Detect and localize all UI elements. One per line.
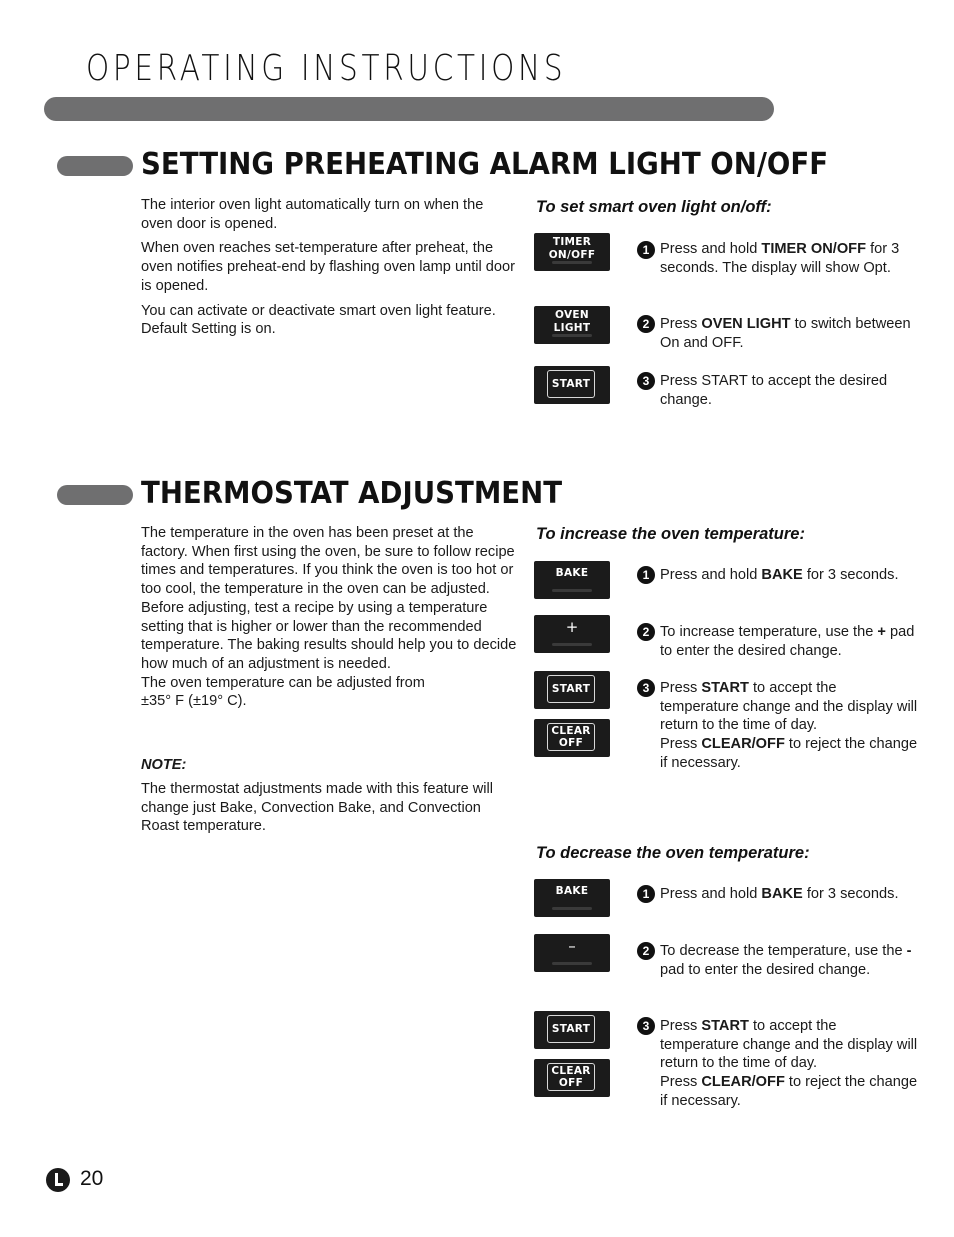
paragraph: You can activate or deactivate smart oven light feature. Default Setting is on. xyxy=(141,302,496,338)
minus-key xyxy=(534,934,610,972)
key-label: START xyxy=(547,1015,595,1043)
step-text: Press and hold BAKE for 3 seconds. xyxy=(660,567,899,583)
range-line: The oven temperature can be adjusted from xyxy=(141,674,425,691)
key-label: BAKE xyxy=(555,567,589,579)
header-bar xyxy=(44,97,774,121)
range-line: ±35° F (±19° C). xyxy=(141,693,247,710)
key-label: BAKE xyxy=(555,885,589,897)
key-label xyxy=(534,306,610,335)
step-text: To increase temperature, use the + pad to enter the desired change. xyxy=(660,624,915,659)
step-text: Press START to accept the temperature change and the display will return to the time of day. Press CLEAR/OFF to reject the change if necessary. xyxy=(660,680,918,771)
key-label-line: OFF xyxy=(558,1077,584,1089)
paragraph: The interior oven light automatically turn on when the oven door is opened. xyxy=(141,197,484,232)
key-label-line: OFF xyxy=(558,737,584,749)
clear-off-key xyxy=(534,1059,610,1097)
key-indicator xyxy=(552,643,592,646)
step-text: Press START to accept the temperature change and the display will return to the time of day. Press CLEAR/OFF to reject the change if necessary. xyxy=(660,1018,918,1109)
key-label-line: CLEAR xyxy=(551,725,591,737)
step-number-3: 3 xyxy=(637,1017,655,1035)
key-label-line: CLEAR xyxy=(551,1065,591,1077)
key-label-line: OVEN xyxy=(555,309,589,321)
section2-description xyxy=(141,524,519,711)
section-pill xyxy=(57,485,133,505)
paragraph: When oven reaches set-temperature after preheat, the oven notifies preheat-end by flashing oven lamp until door is opened. xyxy=(141,240,516,294)
key-label-line: ON/OFF xyxy=(548,249,596,261)
subhead-smart-oven-light: To set smart oven light on/off: xyxy=(536,198,772,216)
key-label: START xyxy=(547,370,595,398)
bake-key xyxy=(534,879,610,917)
key-label: START xyxy=(547,675,595,703)
step-number-2: 2 xyxy=(637,315,655,333)
key-indicator xyxy=(552,907,592,910)
step-number-2: 2 xyxy=(637,623,655,641)
step-text: Press and hold BAKE for 3 seconds. xyxy=(660,886,899,902)
step-text: To decrease the temperature, use the - pad to enter the desired change. xyxy=(660,943,912,978)
step-text: Press START to accept the desired change. xyxy=(660,373,888,408)
step-number-1: 1 xyxy=(637,885,655,903)
step-number-3: 3 xyxy=(637,372,655,390)
plus-icon: + xyxy=(565,618,579,636)
timer-on-off-key xyxy=(534,233,610,271)
section-pill xyxy=(57,156,133,176)
key-indicator xyxy=(552,962,592,965)
start-key xyxy=(534,1011,610,1049)
key-label xyxy=(547,1063,595,1091)
bake-key xyxy=(534,561,610,599)
plus-key xyxy=(534,615,610,653)
subhead-increase-temperature: To increase the oven temperature: xyxy=(536,525,805,543)
section-title-preheating-alarm: SETTING PREHEATING ALARM LIGHT ON/OFF xyxy=(141,147,829,182)
key-label-line: TIMER xyxy=(552,236,592,248)
key-indicator xyxy=(552,589,592,592)
start-key xyxy=(534,366,610,404)
note-text: The thermostat adjustments made with this feature will change just Bake, Convection Bake, and Convection Roast temperature. xyxy=(141,781,494,835)
step-number-3: 3 xyxy=(637,679,655,697)
page-header-title: OPERATING INSTRUCTIONS xyxy=(86,48,567,89)
paragraph: The temperature in the oven has been preset at the factory. When first using the oven, be sure to follow recipe times and temperatures. If you think the oven is too hot or too cool, the temperature in the oven can be adjusted. Before adjusting, test a recipe by using a temperature setting that is higher or lower than the recommended temperature. The baking results should help you to decide how much of an adjustment is needed. xyxy=(141,525,517,672)
step-text: Press and hold TIMER ON/OFF for 3 seconds. The display will show Opt. xyxy=(660,241,900,276)
key-label xyxy=(534,233,610,262)
key-label xyxy=(547,723,595,751)
lg-logo-icon xyxy=(46,1168,70,1192)
subhead-decrease-temperature: To decrease the oven temperature: xyxy=(536,844,810,862)
key-indicator xyxy=(552,261,592,264)
oven-light-key xyxy=(534,306,610,344)
section-title-thermostat: THERMOSTAT ADJUSTMENT xyxy=(141,476,563,511)
step-number-1: 1 xyxy=(637,241,655,259)
minus-icon: – xyxy=(568,937,576,955)
page-number: 20 xyxy=(80,1167,104,1190)
key-label-line: LIGHT xyxy=(553,322,591,334)
clear-off-key xyxy=(534,719,610,757)
step-number-2: 2 xyxy=(637,942,655,960)
step-text: Press OVEN LIGHT to switch between On and OFF. xyxy=(660,316,911,351)
key-indicator xyxy=(552,334,592,337)
step-number-1: 1 xyxy=(637,566,655,584)
note-heading: NOTE: xyxy=(141,757,187,773)
section1-description xyxy=(141,196,516,345)
start-key xyxy=(534,671,610,709)
